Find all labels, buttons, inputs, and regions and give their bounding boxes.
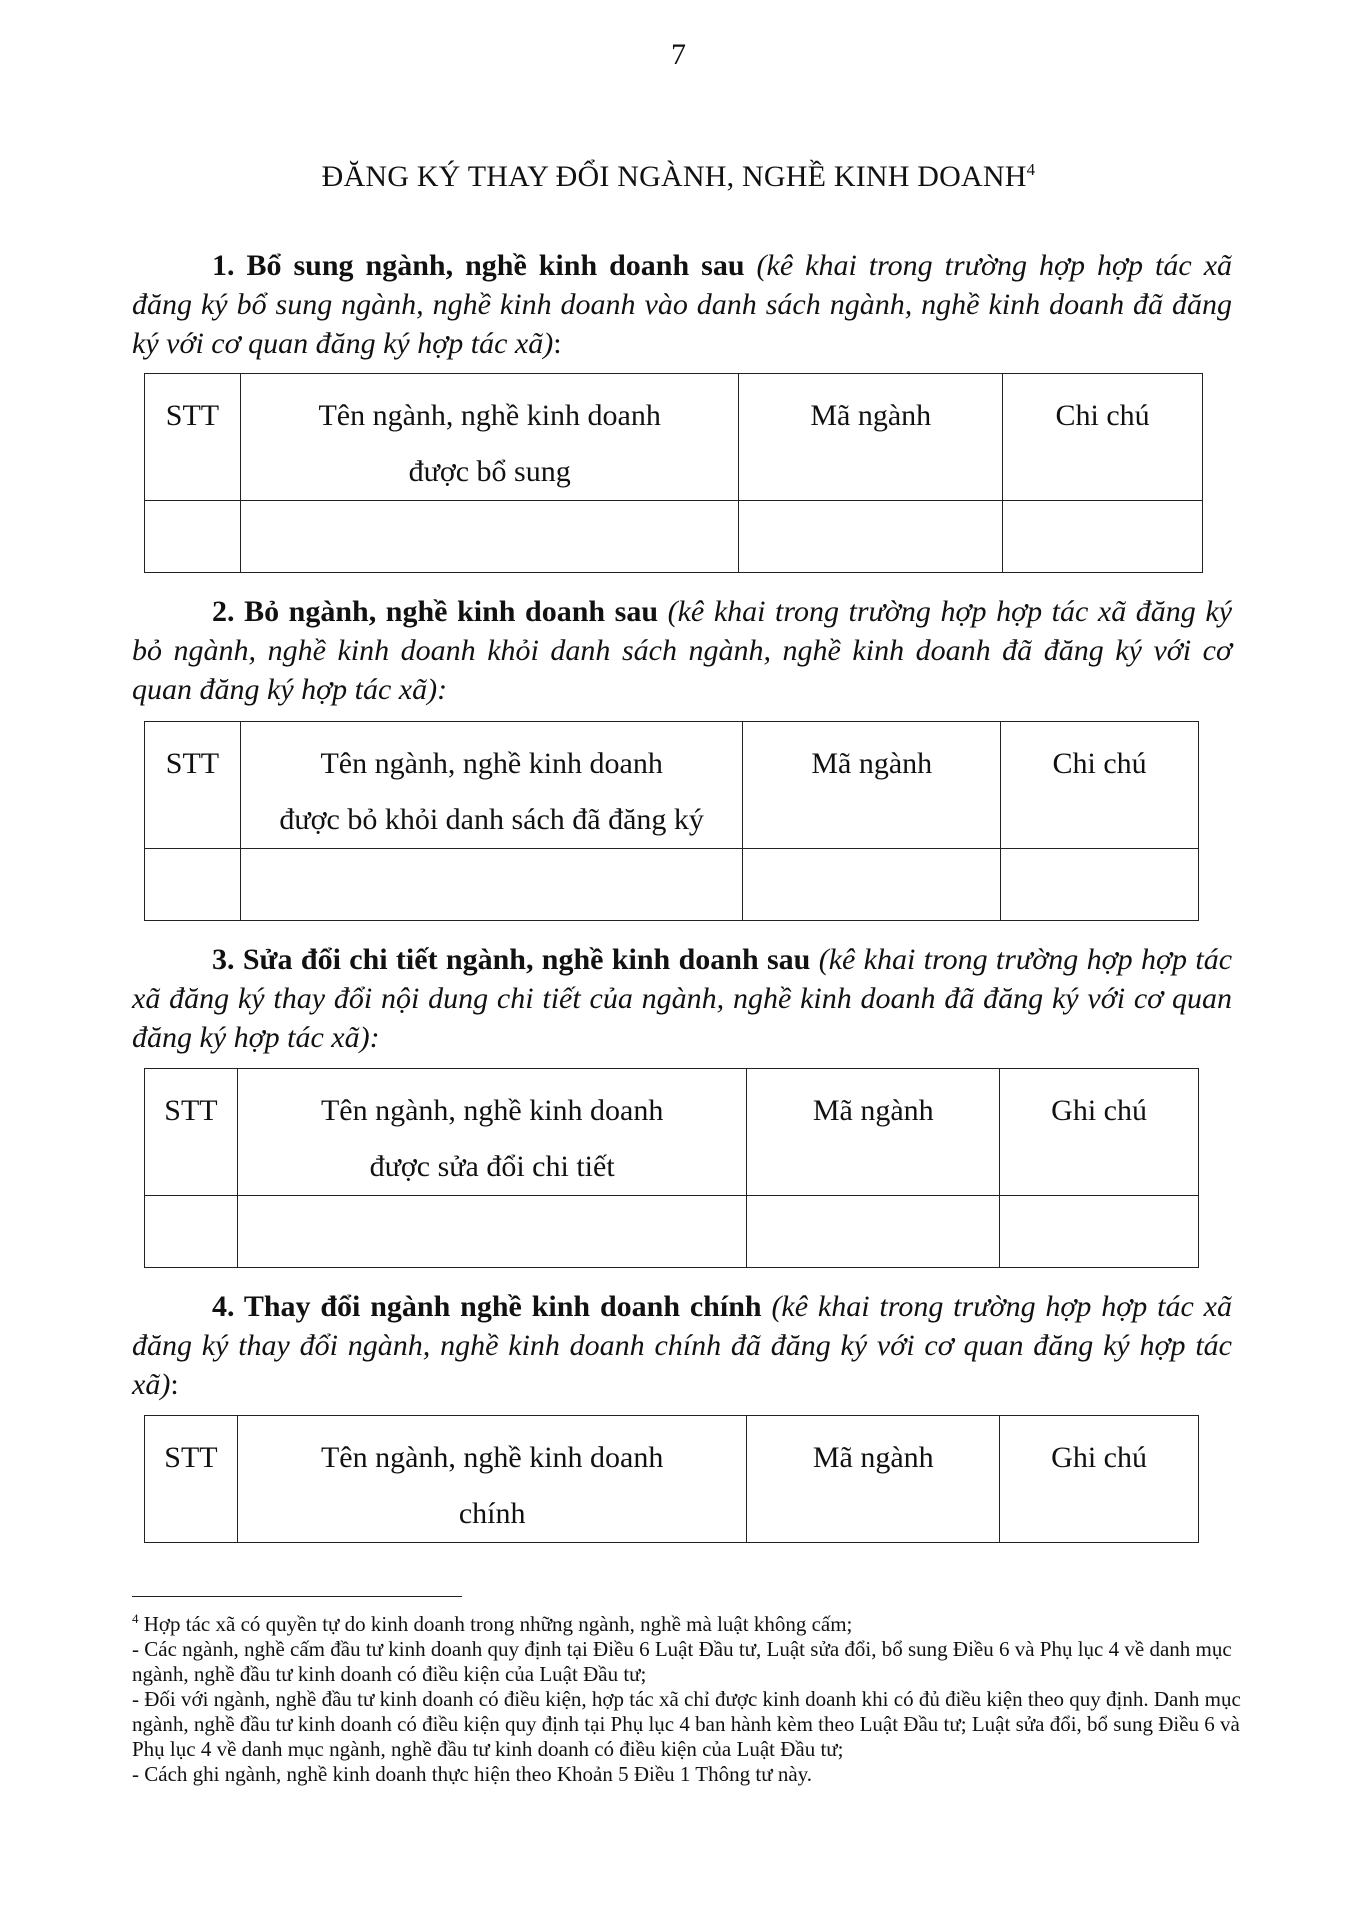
section-4-note: (kê khai trong trường hợp hợp tác xã đăng ký thay đổi ngành, nghề kinh doanh chính đã đăng ký với cơ quan đăng ký hợp tác xã) [132, 1290, 1232, 1401]
name-cell[interactable] [237, 1196, 746, 1268]
code-cell[interactable] [739, 501, 1003, 573]
table-header-row [145, 722, 1199, 849]
col-note-header: Ghi chú [1000, 1416, 1199, 1543]
stt-cell[interactable] [145, 849, 241, 921]
col-name-header-line1: Tên ngành, nghề kinh doanh [318, 399, 661, 432]
footnote-separator [132, 1596, 462, 1597]
section-1-intro [132, 246, 1232, 363]
section-4-table [144, 1415, 1199, 1543]
col-stt-header: STT [145, 1416, 238, 1543]
col-name-header-line1: Tên ngành, nghề kinh doanh [320, 747, 663, 780]
col-code-header: Mã ngành [747, 1069, 1000, 1196]
col-stt-header: STT [145, 1069, 238, 1196]
section-2-intro [132, 592, 1232, 709]
col-code-header: Mã ngành [743, 722, 1001, 849]
footnote-line-4: - Cách ghi ngành, nghề kinh doanh thực hiện theo Khoản 5 Điều 1 Thông tư này. [132, 1762, 813, 1786]
document-title [0, 160, 1357, 194]
col-note-header: Ghi chú [1000, 1069, 1199, 1196]
stt-cell[interactable] [145, 1196, 238, 1268]
table-header-row [145, 374, 1203, 501]
footnotes [132, 1606, 1242, 1787]
col-name-header [240, 374, 738, 501]
section-3-table [144, 1068, 1199, 1268]
col-note-header: Chi chú [1003, 374, 1203, 501]
title-footnote-ref: 4 [1026, 160, 1036, 179]
col-stt-header: STT [145, 374, 241, 501]
col-code-header: Mã ngành [747, 1416, 1000, 1543]
col-name-header [237, 1069, 746, 1196]
note-cell[interactable] [1000, 1196, 1199, 1268]
note-cell[interactable] [1003, 501, 1203, 573]
section-3-note: (kê khai trong trường hợp hợp tác xã đăng ký thay đổi nội dung chi tiết của ngành, nghề kinh doanh đã đăng ký với cơ quan đăng ký hợp tác xã): [132, 943, 1233, 1054]
section-4-trailer: : [170, 1368, 179, 1401]
col-name-header [237, 1416, 746, 1543]
table-row [145, 1196, 1199, 1268]
section-3-heading: 3. Sửa đổi chi tiết ngành, nghề kinh doanh sau [212, 943, 811, 976]
footnote-line-3: - Đối với ngành, nghề đầu tư kinh doanh có điều kiện, hợp tác xã chỉ được kinh doanh khi có đủ điều kiện theo quy định. Danh mục ngành, nghề đầu tư kinh doanh có điều kiện quy định tại Phụ lục 4 ban hành kèm theo Luật Đầu tư; Luật sửa đổi, bổ sung Điều 6 và Phụ lục 4 về danh mục ngành, nghề đầu tư kinh doanh có điều kiện của Luật Đầu tư; [132, 1687, 1241, 1761]
name-cell[interactable] [240, 501, 738, 573]
col-name-header-line1: Tên ngành, nghề kinh doanh [320, 1094, 664, 1127]
col-name-header-line2: được bổ sung [408, 455, 571, 488]
section-1-trailer: : [553, 327, 562, 360]
col-code-header: Mã ngành [739, 374, 1003, 501]
section-3-intro [132, 940, 1232, 1057]
col-stt-header: STT [145, 722, 241, 849]
table-row [145, 501, 1203, 573]
note-cell[interactable] [1001, 849, 1199, 921]
table-header-row [145, 1416, 1199, 1543]
section-1-table [144, 373, 1203, 573]
section-2-note: (kê khai trong trường hợp hợp tác xã đăng ký bỏ ngành, nghề kinh doanh khỏi danh sách ngành, nghề kinh doanh đã đăng ký với cơ quan đăng ký hợp tác xã): [132, 595, 1233, 706]
stt-cell[interactable] [145, 501, 241, 573]
code-cell[interactable] [743, 849, 1001, 921]
section-2-heading: 2. Bỏ ngành, nghề kinh doanh sau [212, 595, 659, 628]
table-row [145, 849, 1199, 921]
page-number: 7 [671, 38, 686, 71]
col-name-header [240, 722, 742, 849]
section-1-heading: 1. Bổ sung ngành, nghề kinh doanh sau [212, 249, 745, 282]
col-name-header-line1: Tên ngành, nghề kinh doanh [320, 1441, 664, 1474]
section-4-heading: 4. Thay đổi ngành nghề kinh doanh chính [212, 1290, 762, 1323]
table-header-row [145, 1069, 1199, 1196]
section-2-table [144, 721, 1199, 921]
document-title-text: ĐĂNG KÝ THAY ĐỔI NGÀNH, NGHỀ KINH DOANH [321, 160, 1027, 193]
section-4-intro [132, 1287, 1232, 1404]
col-note-header: Chi chú [1001, 722, 1199, 849]
col-name-header-line2: được bỏ khỏi danh sách đã đăng ký [279, 803, 704, 836]
section-1-note: (kê khai trong trường hợp hợp tác xã đăng ký bổ sung ngành, nghề kinh doanh vào danh sách ngành, nghề kinh doanh đã đăng ký với cơ quan đăng ký hợp tác xã) [132, 249, 1233, 360]
name-cell[interactable] [240, 849, 742, 921]
footnote-marker: 4 [132, 1611, 139, 1626]
col-name-header-line2: được sửa đổi chi tiết [369, 1150, 615, 1183]
footnote-line-1-text: Hợp tác xã có quyền tự do kinh doanh trong những ngành, nghề mà luật không cấm; [138, 1612, 853, 1636]
footnote-line-2: - Các ngành, nghề cấm đầu tư kinh doanh quy định tại Điều 6 Luật Đầu tư, Luật sửa đổi, bổ sung Điều 6 và Phụ lục 4 về danh mục ngành, nghề đầu tư kinh doanh có điều kiện của Luật Đầu tư; [132, 1637, 1232, 1686]
col-name-header-line2: chính [458, 1497, 526, 1530]
footnote-line-1 [132, 1606, 1242, 1637]
code-cell[interactable] [747, 1196, 1000, 1268]
